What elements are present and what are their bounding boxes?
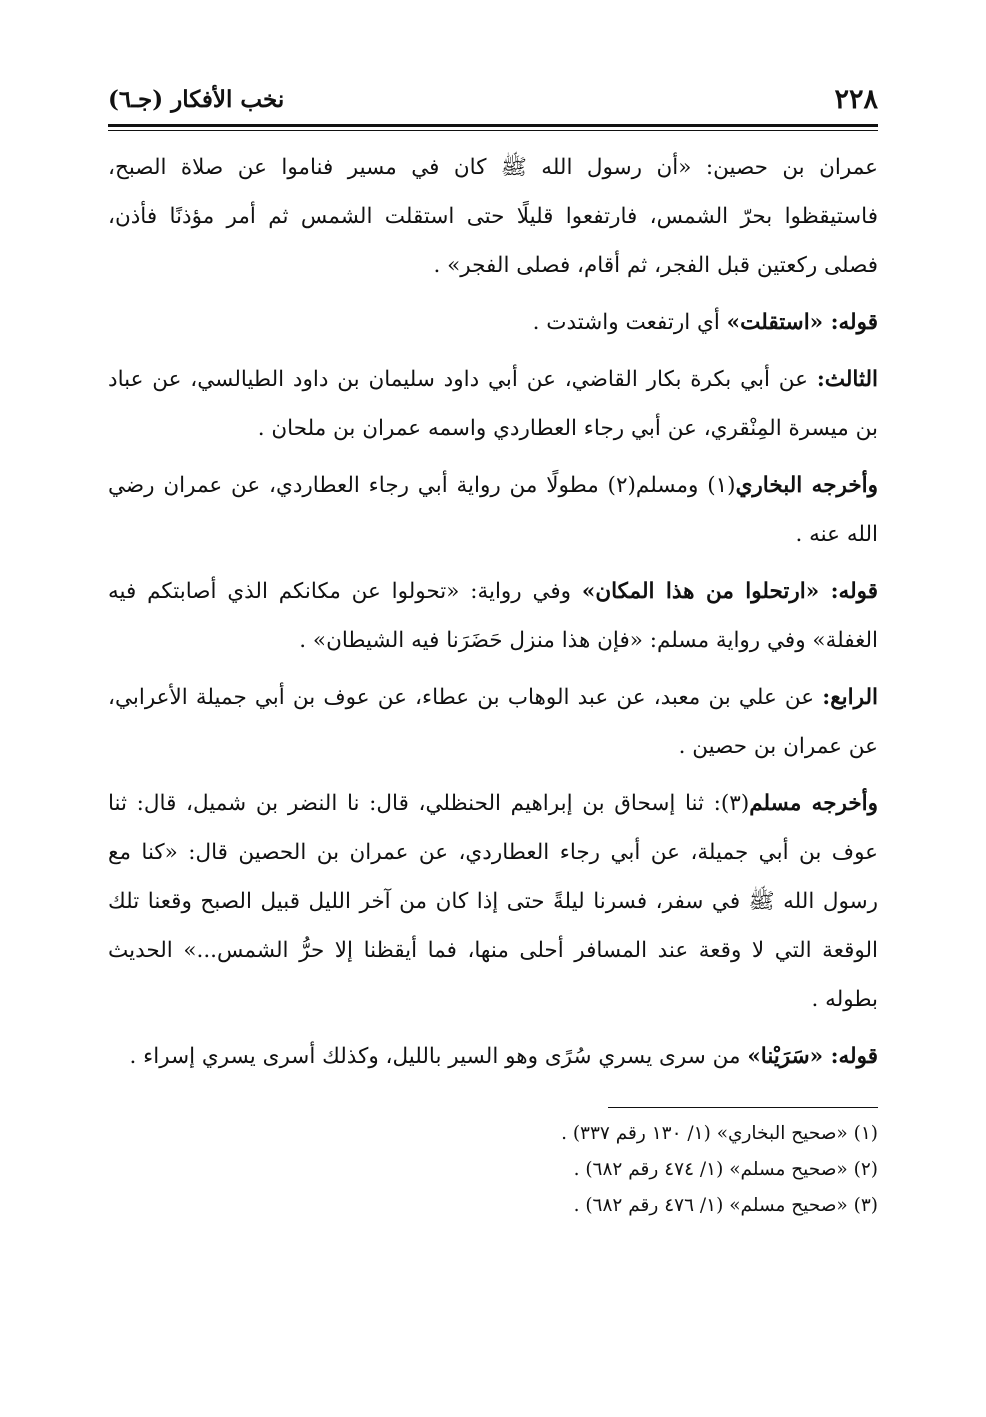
paragraph: [108, 143, 878, 290]
paragraph-lead: قوله: «استقلت»: [726, 310, 878, 335]
paragraph-text: من سرى يسري سُرًى وهو السير بالليل، وكذلك أسرى يسري إسراء .: [129, 1044, 748, 1069]
paragraph: [108, 567, 878, 665]
footnote: (٢) «صحيح مسلم» (١/ ٤٧٤ رقم ٦٨٢) .: [573, 1159, 878, 1180]
book-title: نخب الأفكار (جـ٦): [108, 86, 285, 113]
paragraph-lead: وأخرجه البخاري: [735, 473, 878, 498]
paragraph-text: أي ارتفعت واشتدت .: [532, 310, 727, 335]
paragraph: [108, 461, 878, 559]
paragraph-text: عن أبي بكرة بكار القاضي، عن أبي داود سليمان بن داود الطيالسي، عن عباد بن ميسرة المِنْقري، عن أبي رجاء العطاردي واسمه عمران بن ملحان .: [108, 367, 878, 441]
paragraph-text: وفي رواية: «تحولوا عن مكانكم الذي أصابتكم فيه الغفلة» وفي رواية مسلم: «فإن هذا منزل حَضَرَنا فيه الشيطان» .: [108, 579, 878, 653]
header-rule-thick: [108, 124, 878, 127]
paragraph: [108, 298, 878, 347]
running-header: [108, 80, 878, 120]
paragraph-text: عن علي بن معبد، عن عبد الوهاب بن عطاء، عن عوف بن أبي جميلة الأعرابي، عن عمران بن حصين .: [108, 685, 878, 759]
footnote-separator: [608, 1107, 878, 1108]
page-number: ٢٢٨: [834, 84, 878, 115]
footnote: (١) «صحيح البخاري» (١/ ١٣٠ رقم ٣٣٧) .: [561, 1123, 878, 1144]
main-text: [108, 143, 878, 1081]
paragraph-lead: قوله: «سَرَيْنا»: [747, 1044, 878, 1069]
paragraph-lead: الرابع:: [822, 685, 878, 710]
paragraph-lead: قوله: «ارتحلوا من هذا المكان»: [581, 579, 879, 604]
paragraph-text: (١) ومسلم(٢) مطولًا من رواية أبي رجاء العطاردي، عن عمران رضي الله عنه .: [108, 473, 878, 547]
paragraph: [108, 355, 878, 453]
paragraph: [108, 779, 878, 1024]
paragraph-lead: الثالث:: [816, 367, 878, 392]
header-rule-thin: [108, 130, 878, 131]
paragraph-lead: وأخرجه مسلم: [749, 791, 878, 816]
paragraph-text: عمران بن حصين: «أن رسول الله ﷺ كان في مسير فناموا عن صلاة الصبح، فاستيقظوا بحرّ الشمس، فارتفعوا قليلًا حتى استقلت الشمس ثم أمر مؤذنًا فأذن، فصلى ركعتين قبل الفجر، ثم أقام، فصلى الفجر» .: [108, 155, 878, 278]
paragraph: [108, 1032, 878, 1081]
footnote: (٣) «صحيح مسلم» (١/ ٤٧٦ رقم ٦٨٢) .: [573, 1195, 878, 1216]
footnotes: [108, 1116, 878, 1224]
paragraph-text: (٣): ثنا إسحاق بن إبراهيم الحنظلي، قال: نا النضر بن شميل، قال: ثنا عوف بن أبي جميلة، عن أبي رجاء العطاردي، عن عمران بن الحصين قال: «كنا مع رسول الله ﷺ في سفر، فسرنا ليلةً حتى إذا كان من آخر الليل قبيل الصبح وقعنا تلك الوقعة التي لا وقعة عند المسافر أحلى منها، فما أيقظنا إلا حرُّ الشمس...» الحديث بطوله .: [108, 791, 878, 1012]
book-page: [108, 80, 878, 1224]
paragraph: [108, 673, 878, 771]
